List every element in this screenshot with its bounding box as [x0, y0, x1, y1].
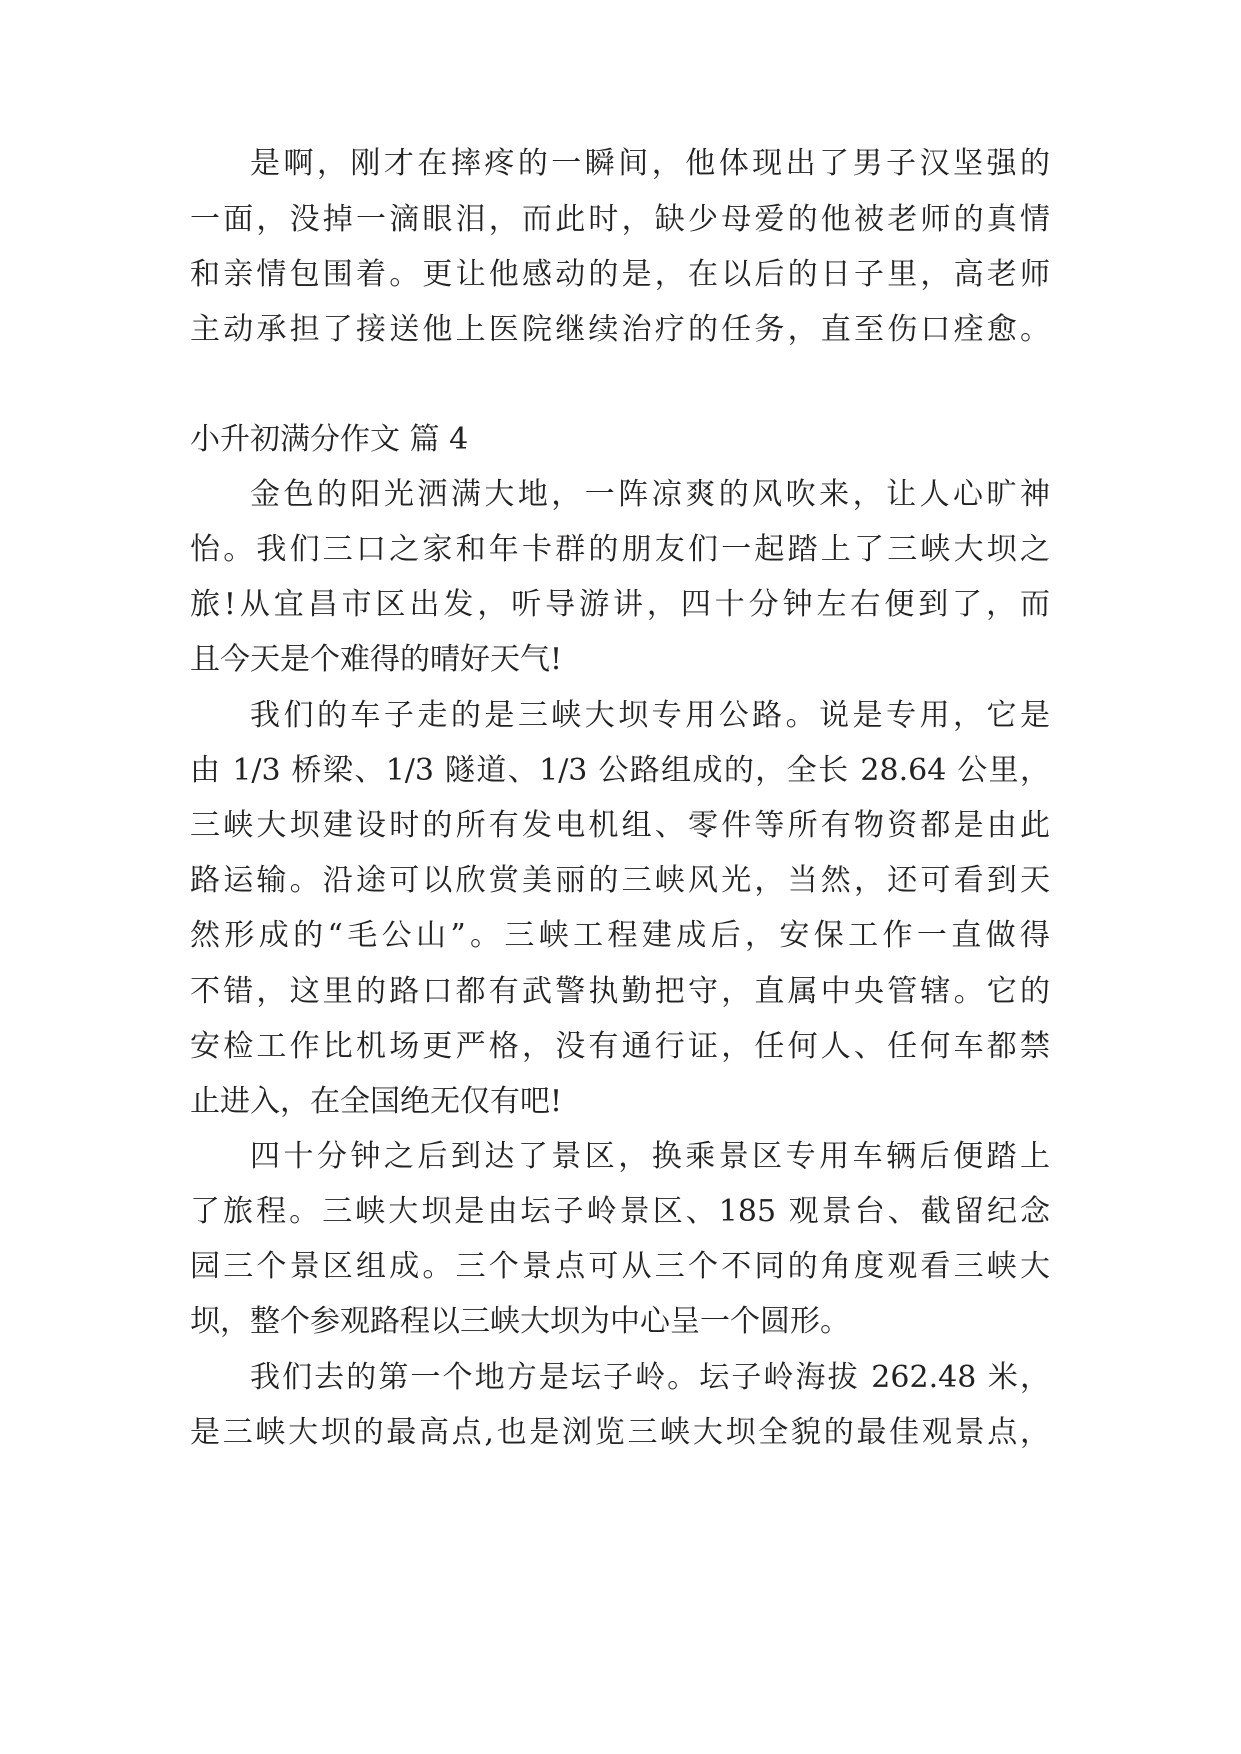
paragraph-4-line-1: 四十分钟之后到达了景区，换乘景区专用车辆后便踏上	[250, 1139, 1050, 1174]
paragraph-2-line-4: 且今天是个难得的晴好天气!	[190, 642, 563, 677]
paragraph-1-line-1: 是啊，刚才在摔疼的一瞬间，他体现出了男子汉坚强的	[250, 146, 1050, 181]
paragraph-5-line-1: 我们去的第一个地方是坛子岭。坛子岭海拔 262.48 米，	[250, 1360, 1050, 1395]
paragraph-5-line-2: 是三峡大坝的最高点,也是浏览三峡大坝全貌的最佳观景点，	[190, 1415, 1050, 1450]
paragraph-1-line-3: 和亲情包围着。更让他感动的是，在以后的日子里，高老师	[190, 257, 1050, 292]
paragraph-1-line-2: 一面，没掉一滴眼泪，而此时，缺少母爱的他被老师的真情	[190, 202, 1050, 237]
section-heading: 小升初满分作文 篇 4	[190, 422, 469, 457]
paragraph-4-line-4: 坝，整个参观路程以三峡大坝为中心呈一个圆形。	[190, 1304, 850, 1339]
paragraph-3-line-3: 三峡大坝建设时的所有发电机组、零件等所有物资都是由此	[190, 808, 1050, 843]
paragraph-3-line-2: 由 1/3 桥梁、1/3 隧道、1/3 公路组成的，全长 28.64 公里，	[190, 753, 1050, 788]
paragraph-3-line-8: 止进入，在全国绝无仅有吧!	[190, 1084, 563, 1119]
paragraph-2-line-3: 旅!从宜昌市区出发，听导游讲，四十分钟左右便到了，而	[190, 587, 1050, 622]
paragraph-2-line-1: 金色的阳光洒满大地，一阵凉爽的风吹来，让人心旷神	[250, 477, 1050, 512]
paragraph-1-line-4: 主动承担了接送他上医院继续治疗的任务，直至伤口痊愈。	[190, 312, 1050, 347]
paragraph-4-line-3: 园三个景区组成。三个景点可从三个不同的角度观看三峡大	[190, 1249, 1050, 1284]
paragraph-3-line-4: 路运输。沿途可以欣赏美丽的三峡风光，当然，还可看到天	[190, 863, 1050, 898]
paragraph-3-line-5: 然形成的“毛公山”。三峡工程建成后，安保工作一直做得	[190, 918, 1050, 953]
paragraph-4-line-2: 了旅程。三峡大坝是由坛子岭景区、185 观景台、截留纪念	[190, 1194, 1050, 1229]
paragraph-3-line-6: 不错，这里的路口都有武警执勤把守，直属中央管辖。它的	[190, 974, 1050, 1009]
paragraph-3-line-1: 我们的车子走的是三峡大坝专用公路。说是专用，它是	[250, 698, 1050, 733]
paragraph-2-line-2: 怡。我们三口之家和年卡群的朋友们一起踏上了三峡大坝之	[190, 532, 1050, 567]
paragraph-3-line-7: 安检工作比机场更严格，没有通行证，任何人、任何车都禁	[190, 1029, 1050, 1064]
